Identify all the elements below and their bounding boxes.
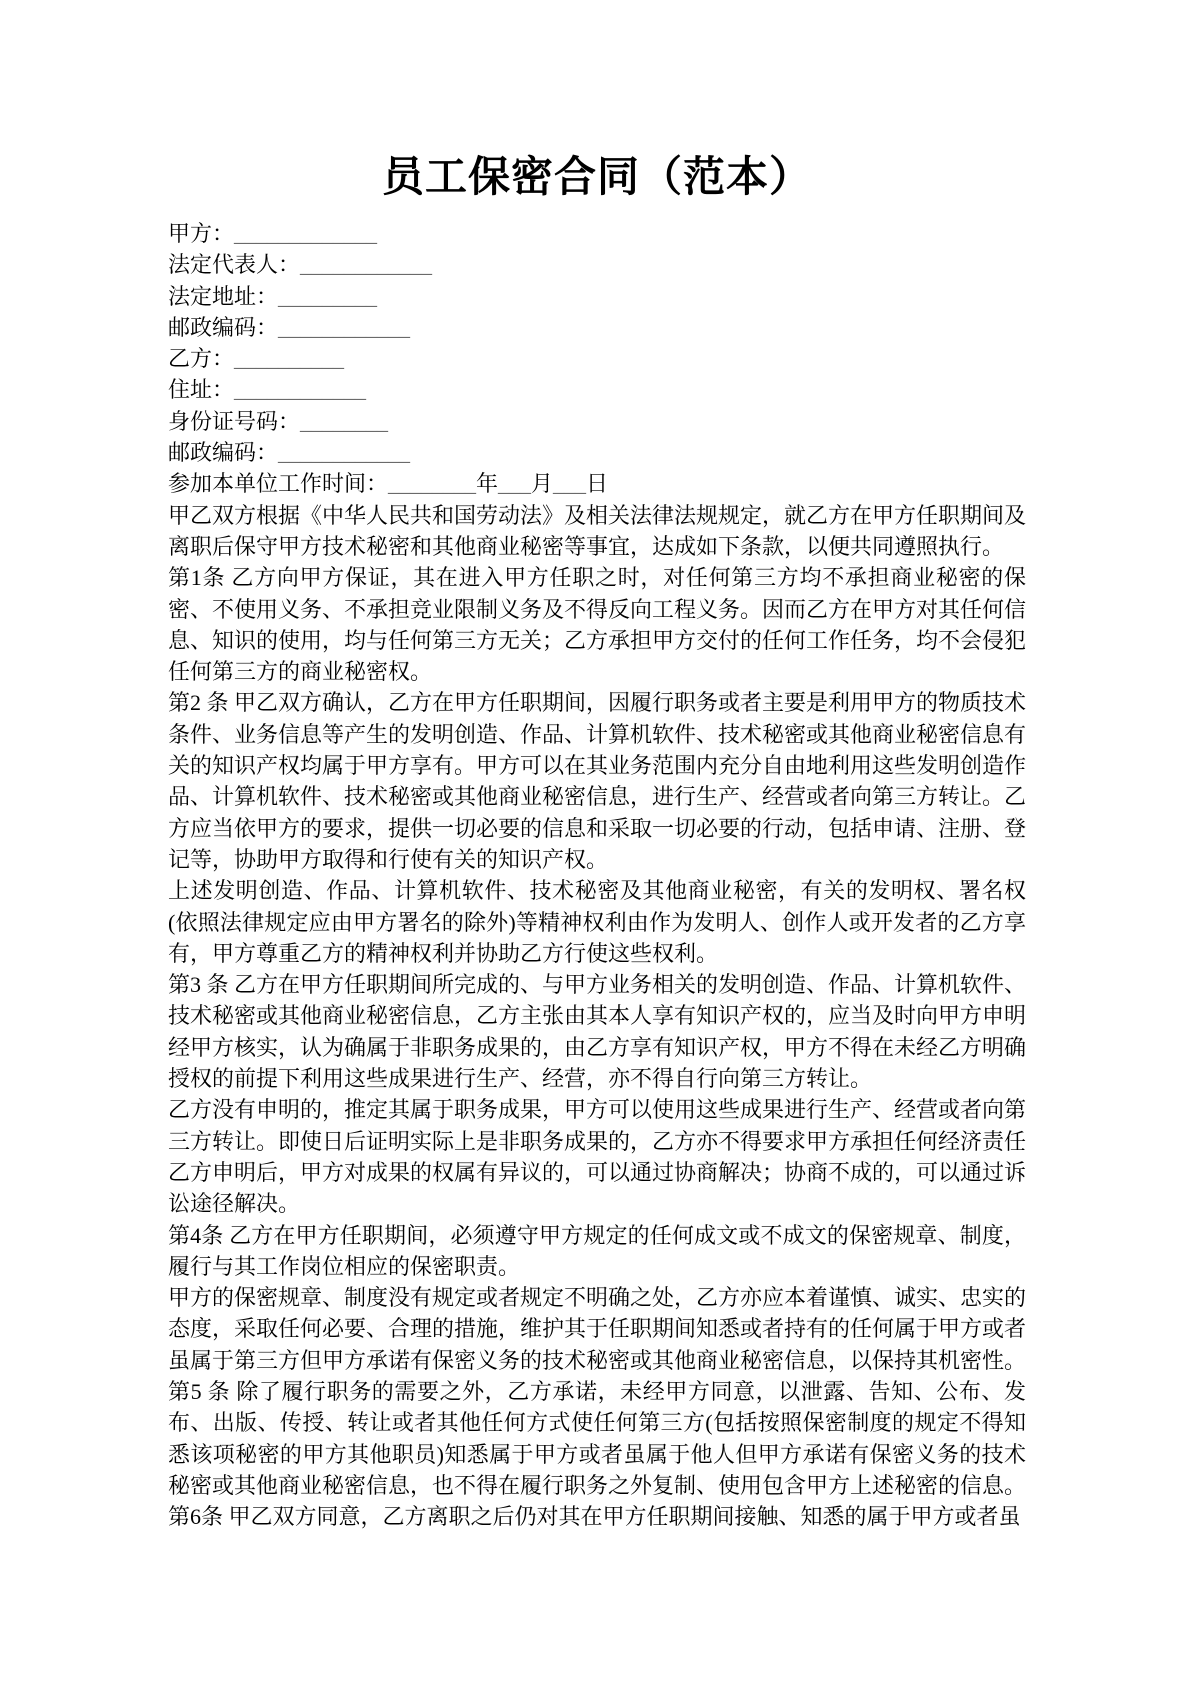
field-blank: _________ xyxy=(278,283,378,309)
field-postal-code-a xyxy=(168,312,1026,343)
year-label: 年 xyxy=(476,471,499,497)
contract-paragraph-article-2: 第2 条 甲乙双方确认，乙方在甲方任职期间，因履行职务或者主要是利用甲方的物质技术条件、业务信息等产生的发明创造、作品、计算机软件、技术秘密或其他商业秘密信息有关的知识产权均属于甲方享有。甲方可以在其业务范围内充分自由地利用这些发明创造作品、计算机软件、技术秘密或其他商业秘密信息，进行生产、经营或者向第三方转让。乙方应当依甲方的要求，提供一切必要的信息和采取一切必要的行动，包括申请、注册、登记等，协助甲方取得和行使有关的知识产权。 xyxy=(168,690,1027,872)
field-work-start-date xyxy=(168,468,1026,499)
contract-paragraph-article-6: 第6条 甲乙双方同意，乙方离职之后仍对其在甲方任职期间接触、知悉的属于甲方或者虽 xyxy=(168,1504,1021,1530)
field-label: 法定代表人： xyxy=(168,252,301,278)
field-postal-code-b xyxy=(168,437,1026,468)
field-blank: ____________ xyxy=(234,377,367,403)
field-party-a xyxy=(168,218,1026,249)
field-legal-address xyxy=(168,281,1026,312)
field-label: 邮政编码： xyxy=(168,440,279,466)
contract-paragraph-article-4-supplement: 甲方的保密规章、制度没有规定或者规定不明确之处，乙方亦应本着谨慎、诚实、忠实的态度，采取任何必要、合理的措施，维护其于任职期间知悉或者持有的任何属于甲方或者虽属于第三方但甲方承诺有保密义务的技术秘密或其他商业秘密信息，以保持其机密性。 xyxy=(168,1285,1027,1373)
party-info-fields xyxy=(168,218,1026,500)
field-legal-representative xyxy=(168,249,1026,280)
contract-body xyxy=(168,500,1026,1533)
day-label: 日 xyxy=(586,471,609,497)
field-blank: ____________ xyxy=(300,252,433,278)
contract-paragraph-article-1: 第1条 乙方向甲方保证，其在进入甲方任职之时，对任何第三方均不承担商业秘密的保密、不使用义务、不承担竞业限制义务及不得反向工程义务。因而乙方在甲方对其任何信息、知识的使用，均与任何第三方无关；乙方承担甲方交付的任何工作任务，均不会侵犯任何第三方的商业秘密权。 xyxy=(168,565,1027,685)
contract-paragraph-article-3-dispute: 乙方申明后，甲方对成果的权属有异议的，可以通过协商解决；协商不成的，可以通过诉讼途径解决。 xyxy=(168,1159,1027,1217)
field-id-number xyxy=(168,406,1026,437)
field-label: 法定地址： xyxy=(168,283,279,309)
day-blank: ___ xyxy=(553,471,587,497)
field-address xyxy=(168,374,1026,405)
field-label: 甲方： xyxy=(168,221,235,246)
field-blank: __________ xyxy=(234,346,345,372)
field-label: 参加本单位工作时间： xyxy=(168,471,389,497)
field-label: 住址： xyxy=(168,377,235,403)
field-label: 乙方： xyxy=(168,346,235,372)
year-blank: ________ xyxy=(388,471,477,497)
contract-paragraph-article-5: 第5 条 除了履行职务的需要之外，乙方承诺，未经甲方同意，以泄露、告知、公布、发布、出版、传授、转让或者其他任何方式使任何第三方(包括按照保密制度的规定不得知悉该项秘密的甲方其他职员)知悉属于甲方或者虽属于他人但甲方承诺有保密义务的技术秘密或其他商业秘密信息，也不得在履行职务之外复制、使用包含甲方上述秘密的信息。 xyxy=(168,1378,1027,1498)
field-label: 邮政编码： xyxy=(168,314,279,340)
contract-paragraph-article-4: 第4条 乙方在甲方任职期间，必须遵守甲方规定的任何成文或不成文的保密规章、制度，履行与其工作岗位相应的保密职责。 xyxy=(168,1222,1026,1279)
field-blank: ____________ xyxy=(278,314,411,340)
field-party-b xyxy=(168,343,1026,374)
month-label: 月 xyxy=(531,471,554,497)
contract-paragraph-intro: 甲乙双方根据《中华人民共和国劳动法》及相关法律法规规定，就乙方在甲方任职期间及离职后保守甲方技术秘密和其他商业秘密等事宜，达成如下条款，以便共同遵照执行。 xyxy=(168,502,1027,559)
field-label: 身份证号码： xyxy=(168,408,301,434)
field-blank: _____________ xyxy=(234,221,378,246)
contract-paragraph-article-3: 第3 条 乙方在甲方任职期间所完成的、与甲方业务相关的发明创造、作品、计算机软件、技术秘密或其他商业秘密信息，乙方主张由其本人享有知识产权的，应当及时向甲方申明经甲方核实，认为确属于非职务成果的，由乙方享有知识产权，甲方不得在未经乙方明确授权的前提下利用这些成果进行生产、经营，亦不得自行向第三方转让。 xyxy=(168,972,1027,1092)
document-content xyxy=(168,152,1026,1532)
field-blank: ____________ xyxy=(278,440,411,466)
document-title: 员工保密合同（范本） xyxy=(381,155,812,201)
month-blank: ___ xyxy=(498,471,532,497)
field-blank: ________ xyxy=(300,408,389,434)
contract-paragraph-article-2-moral-rights: 上述发明创造、作品、计算机软件、技术秘密及其他商业秘密，有关的发明权、署名权(依照法律规定应由甲方署名的除外)等精神权利由作为发明人、创作人或开发者的乙方享有，甲方尊重乙方的精神权利并协助乙方行使这些权利。 xyxy=(168,878,1026,966)
contract-paragraph-article-3-no-declaration: 乙方没有申明的，推定其属于职务成果，甲方可以使用这些成果进行生产、经营或者向第三方转让。即使日后证明实际上是非职务成果的，乙方亦不得要求甲方承担任何经济责任 xyxy=(168,1097,1027,1154)
